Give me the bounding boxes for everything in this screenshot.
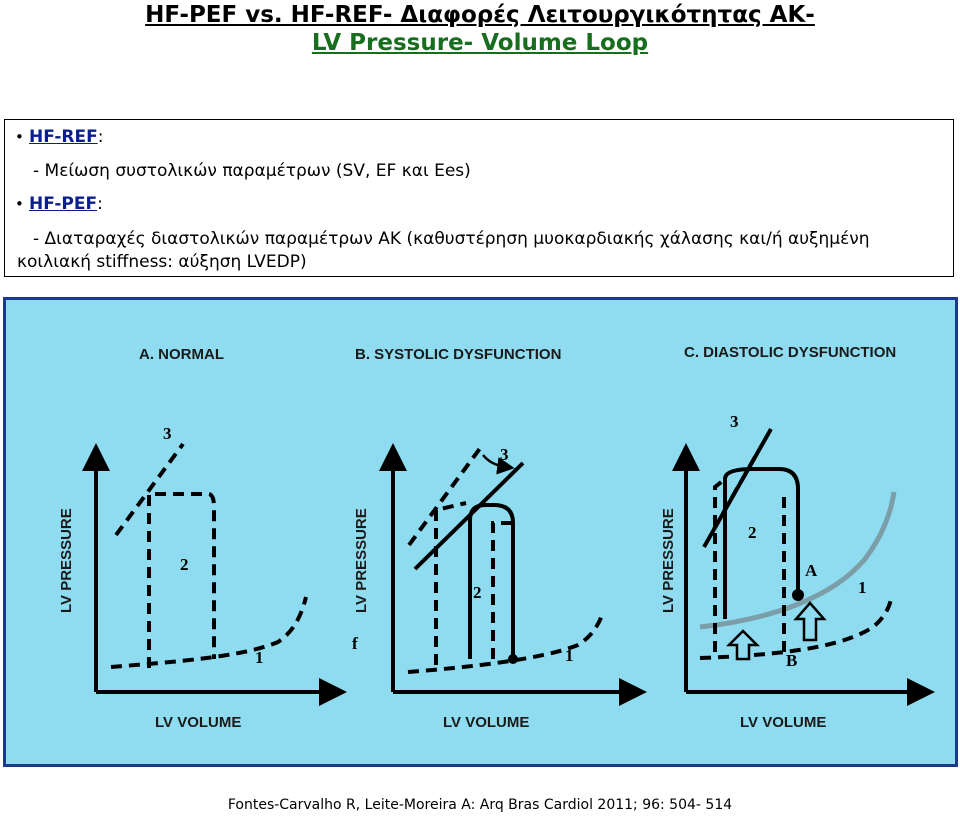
panel-c-label-a: A	[805, 561, 818, 580]
page-title: HF-PEF vs. HF-REF- Διαφορές Λειτουργικότητας ΑΚ-	[145, 2, 815, 28]
pv-loop-figure	[3, 297, 958, 767]
hfpef-heading: HF-PEF	[29, 194, 98, 214]
panel-a-xlabel: LV VOLUME	[155, 714, 242, 731]
bullet-icon: •	[15, 195, 24, 213]
panel-c-xlabel: LV VOLUME	[740, 714, 827, 731]
panel-a-label-1: 1	[255, 648, 264, 667]
panel-b-label-1: 1	[565, 646, 574, 665]
panel-c-label-2: 2	[748, 523, 757, 542]
panel-c-ylabel: LV PRESSURE	[660, 508, 677, 613]
panel-c-point-a	[792, 589, 804, 601]
panel-b-label-3: 3	[500, 445, 509, 464]
panel-c-label-3: 3	[730, 412, 739, 431]
panel-b-ylabel: LV PRESSURE	[353, 508, 370, 613]
info-box	[4, 119, 954, 277]
panel-a-label-3: 3	[163, 424, 172, 443]
panel-c-label-1: 1	[858, 578, 867, 597]
panel-a-title: A. NORMAL	[139, 346, 224, 363]
hfpef-bullet-line	[15, 195, 103, 214]
hfref-colon: :	[97, 127, 104, 147]
pv-loop-diagram	[3, 297, 958, 767]
panel-b-title: B. SYSTOLIC DYSFUNCTION	[355, 346, 562, 363]
citation: Fontes-Carvalho R, Leite-Moreira A: Arq Bras Cardiol 2011; 96: 504- 514	[227, 797, 733, 813]
panel-c-label-b: B	[786, 651, 798, 670]
hfref-bullet-line	[15, 128, 103, 147]
hfpef-text-line2: κοιλιακή stiffness: αύξηση LVEDP)	[17, 252, 307, 272]
panel-b-end-diastolic-point	[508, 654, 518, 664]
hfpef-text-line1: - Διαταραχές διαστολικών παραμέτρων ΑΚ (καθυστέρηση μυοκαρδιακής χάλασης και/ή αυξημένη	[33, 229, 870, 249]
panel-b-xlabel: LV VOLUME	[443, 714, 530, 731]
panel-c-title: C. DIASTOLIC DYSFUNCTION	[684, 344, 897, 361]
panel-a-label-2: 2	[180, 555, 189, 574]
panel-b-mark-f: f	[352, 634, 358, 653]
panel-a-ylabel: LV PRESSURE	[58, 508, 75, 613]
hfref-heading: HF-REF	[29, 127, 98, 147]
bullet-icon: •	[15, 128, 24, 146]
hfref-text: - Μείωση συστολικών παραμέτρων (SV, EF και Ees)	[33, 161, 471, 181]
page-subtitle: LV Pressure- Volume Loop	[311, 30, 649, 56]
hfpef-colon: :	[97, 194, 103, 214]
panel-b-label-2: 2	[473, 583, 482, 602]
